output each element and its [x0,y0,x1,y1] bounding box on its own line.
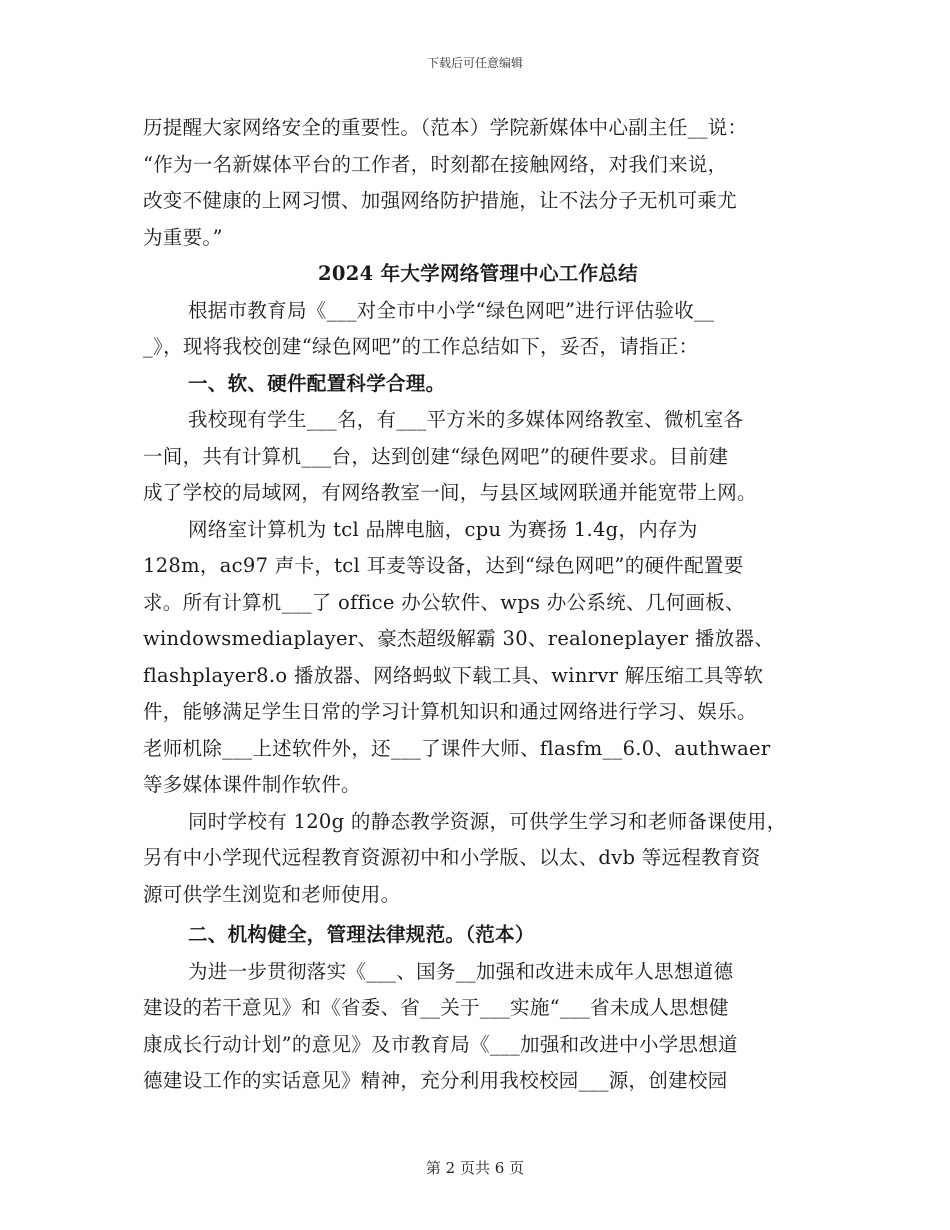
section-heading: 一、软、硬件配置科学合理。 [188,371,446,395]
section-title: 2024 年大学网络管理中心工作总结 [318,262,638,285]
paragraph-line: 128m，ac97 声卡，tcl 耳麦等设备，达到“绿色网吧”的硬件配置要 [143,554,744,577]
paragraph-line: 求。所有计算机___了 office 办公软件、wps 办公系统、几何画板、 [143,590,745,614]
paragraph-line: 成了学校的局域网，有网络教室一间，与县区域网联通并能宽带上网。 [143,481,757,504]
paragraph-line: 同时学校有 120g 的静态教学资源，可供学生学习和老师备课使用， [188,809,787,833]
document-body [143,110,813,1100]
paragraph-line: windowsmediaplayer、豪杰超级解霸 30、realoneplayer 播放器、 [143,627,775,650]
paragraph-line: 建设的若干意见》和《省委、省__关于___实施“___省未成人思想健 [143,996,729,1019]
paragraph-line: 为进一步贯彻落实《___、国务__加强和改进未成年人思想道德 [188,959,734,983]
paragraph-line: 件，能够满足学生日常的学习计算机知识和通过网络进行学习、娱乐。 [143,700,757,723]
page-footer: 第 2 页共 6 页 [425,1159,525,1177]
paragraph-line: 德建设工作的实话意见》精神，充分利用我校校园___源，创建校园 [143,1069,728,1092]
paragraph-line: 等多媒体课件制作软件。 [143,773,361,796]
paragraph-line: 改变不健康的上网习惯、加强网络防护措施，让不法分子无机可乘尤 [143,189,738,212]
paragraph-line: 根据市教育局《___对全市中小学“绿色网吧”进行评估验收__ [188,298,715,322]
paragraph-line: 历提醒大家网络安全的重要性。（范本）学院新媒体中心副主任__说： [143,116,748,139]
paragraph-line: 康成长行动计划”的意见》及市教育局《___加强和改进中小学思想道 [143,1032,738,1056]
page-header: 下载后可任意编辑 [426,56,523,70]
paragraph-line: 老师机除___上述软件外，还___了课件大师、flasfm__6.0、authwaer [143,736,771,760]
section-heading: 二、机构健全，管理法律规范。（范本） [188,923,535,946]
paragraph-line: flashplayer8.o 播放器、网络蚂蚁下载工具、winrvr 解压缩工具等软 [143,663,764,687]
paragraph-line: 一间，共有计算机___台，达到创建“绿色网吧”的硬件要求。目前建 [143,444,729,468]
paragraph-line: 网络室计算机为 tcl 品牌电脑，cpu 为赛扬 1.4g，内存为 [188,517,698,541]
paragraph-line: 另有中小学现代远程教育资源初中和小学版、以太、dvb 等远程教育资 [143,846,761,869]
paragraph-line: “作为一名新媒体平台的工作者，时刻都在接触网络，对我们来说， [143,152,728,176]
paragraph-line: _》，现将我校创建“绿色网吧”的工作总结如下，妥否，请指正： [143,335,699,358]
paragraph-line: 我校现有学生___名，有___平方米的多媒体网络教室、微机室各 [188,408,744,431]
paragraph-line: 为重要。” [143,225,223,249]
paragraph-line: 源可供学生浏览和老师使用。 [143,882,401,906]
